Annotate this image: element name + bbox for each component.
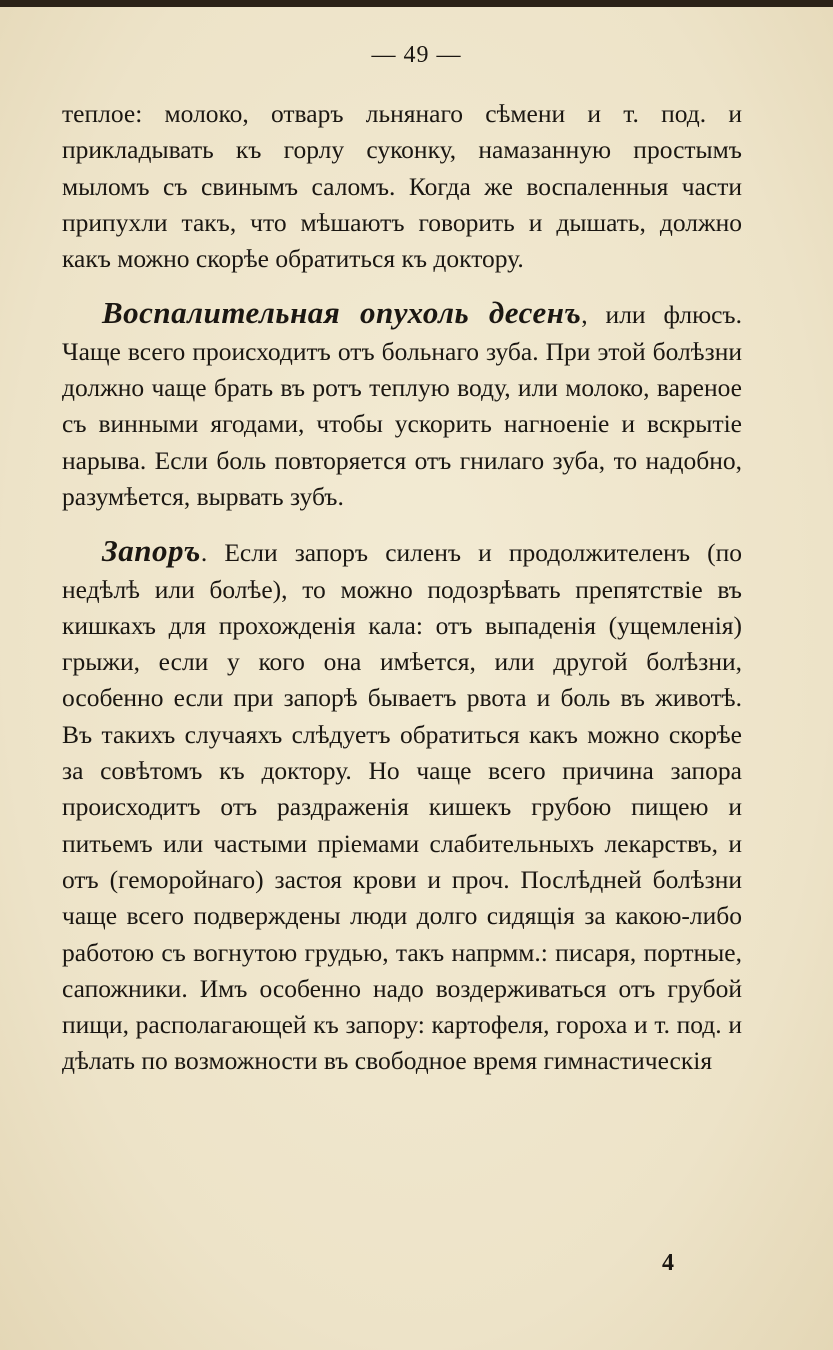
page-number: — 49 —	[371, 42, 462, 68]
page-top-edge	[0, 0, 833, 7]
paragraph-text: , или флюсъ. Чаще всего происходитъ отъ больнаго зуба. При этой болѣзни должно чаще брать въ ротъ теплую воду, или молоко, вареное съ винными ягодами, чтобы ускорить нагноеніе и вскрытіе нарыва. Если боль повторяется отъ гнилаго зуба, то надобно, разумѣется, вырвать зубъ.	[62, 300, 742, 511]
section-heading-constipation: Запоръ	[102, 533, 201, 569]
section-heading-gum-inflammation: Воспалительная опухоль десенъ	[102, 295, 582, 331]
signature-mark: 4	[662, 1250, 674, 1276]
paragraph-text: теплое: молоко, отваръ льнянаго сѣмени и т. под. и прикладывать къ горлу суконку, намазанную простымъ мыломъ съ свинымъ саломъ. Когда же воспаленныя части припухли такъ, что мѣшаютъ говорить и дышать, должно какъ можно скорѣе обратиться къ доктору.	[62, 99, 742, 274]
paragraph-gum-inflammation	[62, 295, 742, 515]
paragraph-constipation	[62, 533, 742, 1079]
paragraph-throat-continued	[62, 96, 742, 277]
paragraph-text: . Если запоръ силенъ и продолжителенъ (по недѣлѣ или болѣе), то можно подозрѣвать препятствіе въ кишкахъ для прохожденія кала: отъ выпаденія (ущемленія) грыжи, если у кого она имѣется, или другой болѣзни, особенно если при запорѣ бываетъ рвота и боль въ животѣ. Въ такихъ случаяхъ слѣдуетъ обратиться какъ можно скорѣе за совѣтомъ къ доктору. Но чаще всего причина запора происходитъ отъ раздраженія кишекъ грубою пищею и питьемъ или частыми пріемами слабительныхъ лекарствъ, и отъ (геморойнаго) застоя крови и проч. Послѣдней болѣзни чаще всего подверждены люди долго сидящія за какою-либо работою съ вогнутою грудью, такъ напрмм.: писаря, портные, сапожники. Имъ особенно надо воздерживаться отъ грубой пищи, располагающей къ запору: картофеля, гороха и т. под. и дѣлать по возможности въ свободное время гимнастическія	[62, 538, 742, 1076]
page-body	[62, 96, 742, 1080]
